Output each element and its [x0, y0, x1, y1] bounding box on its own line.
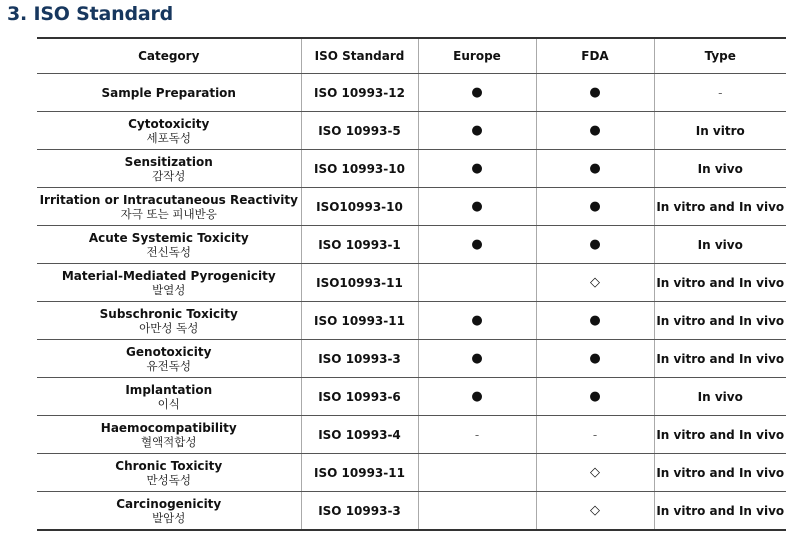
europe-mark: -	[474, 427, 480, 442]
test-type-cell	[654, 378, 786, 416]
fda-mark: ●	[589, 123, 601, 138]
category-name: Acute Systemic Toxicity	[88, 230, 249, 245]
europe-mark: ●	[471, 351, 483, 366]
europe-mark-cell	[418, 340, 536, 378]
iso-standard-cell	[301, 378, 418, 416]
fda-mark-cell	[536, 302, 654, 340]
category-cell	[37, 416, 301, 454]
iso-standard: ISO 10993-3	[318, 503, 401, 518]
iso-standard-cell	[301, 492, 418, 531]
table-row	[37, 74, 786, 112]
test-type: -	[718, 85, 723, 100]
category-cell	[37, 112, 301, 150]
category-cell	[37, 226, 301, 264]
category-name-korean: 전신독성	[146, 244, 191, 259]
category-cell	[37, 340, 301, 378]
iso-standard: ISO 10993-10	[314, 161, 405, 176]
category-name-korean: 세포독성	[146, 130, 191, 145]
iso-standard: ISO10993-10	[316, 199, 403, 214]
iso-standard: ISO 10993-1	[318, 237, 401, 252]
europe-mark-cell	[418, 264, 536, 302]
category-name-korean: 이식	[157, 396, 180, 411]
europe-mark: ●	[471, 313, 483, 328]
iso-standard-cell	[301, 226, 418, 264]
fda-mark-cell	[536, 150, 654, 188]
europe-mark-cell	[418, 492, 536, 531]
category-name: Material-Mediated Pyrogenicity	[61, 268, 276, 283]
fda-mark: ◇	[590, 275, 600, 290]
category-cell	[37, 302, 301, 340]
fda-mark-cell	[536, 492, 654, 531]
table-row	[37, 492, 786, 531]
iso-standard-cell	[301, 150, 418, 188]
iso-standard: ISO 10993-11	[314, 465, 405, 480]
iso-standard-cell	[301, 302, 418, 340]
europe-mark: ●	[471, 123, 483, 138]
test-type: In vivo	[697, 237, 743, 252]
fda-mark-cell	[536, 264, 654, 302]
test-type-cell	[654, 340, 786, 378]
table-row	[37, 226, 786, 264]
category-cell	[37, 378, 301, 416]
europe-mark: ●	[471, 161, 483, 176]
test-type: In vitro and In vivo	[656, 313, 785, 328]
iso-standard: ISO 10993-3	[318, 351, 401, 366]
table-row	[37, 454, 786, 492]
iso-standard-cell	[301, 112, 418, 150]
table-row	[37, 188, 786, 226]
europe-mark: ●	[471, 85, 483, 100]
iso-standard: ISO 10993-6	[318, 389, 401, 404]
iso-standard-cell	[301, 416, 418, 454]
fda-mark: ●	[589, 85, 601, 100]
category-name: Irritation or Intracutaneous Reactivity	[39, 192, 298, 207]
test-type: In vitro and In vivo	[656, 199, 785, 214]
fda-mark-cell	[536, 74, 654, 112]
category-name: Sensitization	[124, 154, 213, 169]
category-name-korean: 유전독성	[146, 358, 191, 373]
fda-mark-cell	[536, 454, 654, 492]
test-type-cell	[654, 264, 786, 302]
category-cell	[37, 454, 301, 492]
fda-mark: ●	[589, 351, 601, 366]
fda-mark: ◇	[590, 503, 600, 518]
category-cell	[37, 188, 301, 226]
category-name: Carcinogenicity	[116, 496, 222, 511]
test-type-cell	[654, 492, 786, 531]
category-name: Cytotoxicity	[128, 116, 210, 131]
test-type-cell	[654, 188, 786, 226]
table-row	[37, 416, 786, 454]
europe-mark-cell	[418, 150, 536, 188]
iso-standard: ISO 10993-5	[318, 123, 401, 138]
europe-mark-cell	[418, 416, 536, 454]
iso-standard-cell	[301, 74, 418, 112]
header-fda: FDA	[536, 38, 654, 74]
category-name: Implantation	[125, 382, 213, 397]
iso-standard: ISO10993-11	[316, 275, 403, 290]
test-type-cell	[654, 112, 786, 150]
header-category: Category	[37, 38, 301, 74]
category-name: Haemocompatibility	[100, 420, 237, 435]
fda-mark-cell	[536, 226, 654, 264]
category-name-korean: 감작성	[152, 168, 186, 183]
category-cell	[37, 492, 301, 531]
fda-mark: ●	[589, 389, 601, 404]
category-name: Chronic Toxicity	[115, 458, 223, 473]
test-type-cell	[654, 74, 786, 112]
europe-mark-cell	[418, 454, 536, 492]
test-type: In vitro and In vivo	[656, 275, 785, 290]
fda-mark: -	[592, 427, 598, 442]
test-type: In vitro and In vivo	[656, 503, 785, 518]
table-row	[37, 378, 786, 416]
table-row	[37, 302, 786, 340]
fda-mark: ●	[589, 237, 601, 252]
table-row	[37, 264, 786, 302]
test-type: In vitro	[695, 123, 745, 138]
table-header-row	[37, 38, 786, 74]
fda-mark-cell	[536, 188, 654, 226]
test-type: In vivo	[697, 389, 743, 404]
iso-standard-cell	[301, 340, 418, 378]
fda-mark-cell	[536, 340, 654, 378]
iso-standard-table	[37, 37, 786, 531]
iso-standard-cell	[301, 264, 418, 302]
iso-standard: ISO 10993-4	[318, 427, 401, 442]
category-name-korean: 발암성	[152, 510, 186, 525]
category-name-korean: 발열성	[152, 282, 186, 297]
category-name: Sample Preparation	[101, 85, 236, 100]
europe-mark: ●	[471, 199, 483, 214]
table-row	[37, 150, 786, 188]
test-type: In vitro and In vivo	[656, 351, 785, 366]
test-type: In vitro and In vivo	[656, 465, 785, 480]
category-name: Subschronic Toxicity	[99, 306, 238, 321]
test-type-cell	[654, 226, 786, 264]
fda-mark: ●	[589, 161, 601, 176]
europe-mark-cell	[418, 226, 536, 264]
table-row	[37, 340, 786, 378]
test-type-cell	[654, 150, 786, 188]
europe-mark-cell	[418, 74, 536, 112]
category-name-korean: 만성독성	[146, 472, 191, 487]
europe-mark-cell	[418, 188, 536, 226]
category-name-korean: 아만성 독성	[139, 320, 199, 335]
table-row	[37, 112, 786, 150]
europe-mark-cell	[418, 378, 536, 416]
page-title: 3. ISO Standard	[7, 3, 174, 25]
test-type: In vivo	[697, 161, 743, 176]
category-cell	[37, 264, 301, 302]
header-type: Type	[654, 38, 786, 74]
test-type: In vitro and In vivo	[656, 427, 785, 442]
header-europe: Europe	[418, 38, 536, 74]
iso-standard-cell	[301, 188, 418, 226]
europe-mark: ●	[471, 389, 483, 404]
iso-standard: ISO 10993-11	[314, 313, 405, 328]
europe-mark: ●	[471, 237, 483, 252]
fda-mark-cell	[536, 416, 654, 454]
test-type-cell	[654, 454, 786, 492]
fda-mark: ◇	[590, 465, 600, 480]
test-type-cell	[654, 302, 786, 340]
europe-mark-cell	[418, 302, 536, 340]
fda-mark-cell	[536, 378, 654, 416]
europe-mark-cell	[418, 112, 536, 150]
header-iso-standard: ISO Standard	[301, 38, 418, 74]
iso-standard: ISO 10993-12	[314, 85, 405, 100]
category-cell	[37, 150, 301, 188]
category-name-korean: 자극 또는 피내반응	[120, 206, 217, 221]
fda-mark-cell	[536, 112, 654, 150]
test-type-cell	[654, 416, 786, 454]
fda-mark: ●	[589, 199, 601, 214]
iso-standard-cell	[301, 454, 418, 492]
category-cell	[37, 74, 301, 112]
fda-mark: ●	[589, 313, 601, 328]
category-name-korean: 혈액적합성	[140, 434, 197, 449]
category-name: Genotoxicity	[126, 344, 212, 359]
